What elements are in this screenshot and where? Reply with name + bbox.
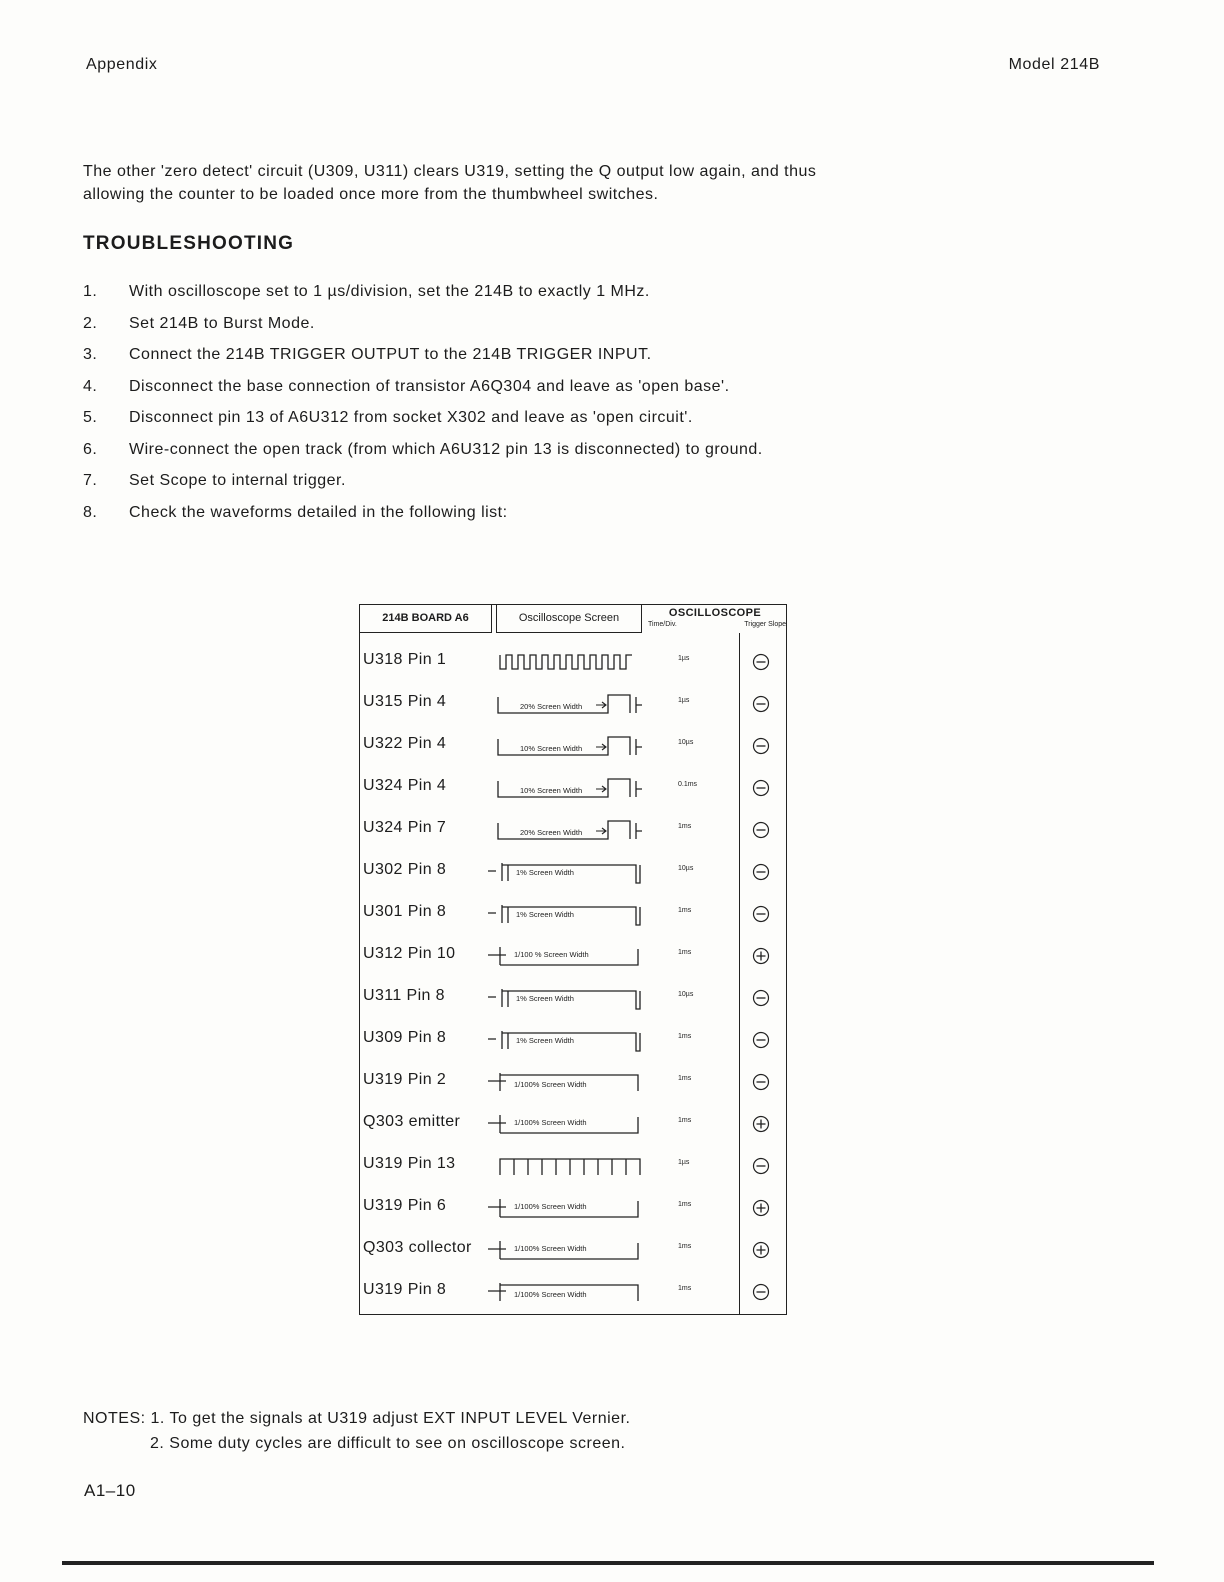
waveform-trace (488, 1065, 658, 1097)
step-number: 8. (83, 503, 98, 521)
column-header-screen-label: Oscilloscope Screen (518, 612, 620, 624)
waveform-trace (488, 729, 658, 761)
signal-name: U324 Pin 7 (363, 819, 447, 836)
trigger-slope (752, 1073, 770, 1091)
waveform-trace (488, 813, 658, 845)
time-per-division: 1ms (678, 823, 692, 830)
waveform-label: 1% Screen Width (516, 868, 574, 877)
signal-name: U319 Pin 2 (363, 1071, 447, 1088)
waveform-label: 1/100% Screen Width (514, 1290, 587, 1299)
trigger-slope (752, 1157, 770, 1175)
step-text: Disconnect pin 13 of A6U312 from socket X302 and leave as 'open circuit'. (129, 409, 693, 426)
positive-slope-icon (752, 947, 770, 965)
trigger-slope (752, 989, 770, 1007)
time-per-division: 1µs (678, 697, 690, 704)
trigger-slope (752, 1199, 770, 1217)
negative-slope-icon (752, 653, 770, 671)
waveform-label: 20% Screen Width (520, 828, 583, 837)
trigger-slope (752, 1241, 770, 1259)
waveform-label: 1/100% Screen Width (514, 1080, 587, 1089)
negative-slope-icon (752, 863, 770, 881)
waveform-label: 10% Screen Width (520, 786, 583, 795)
step-number: 4. (83, 377, 98, 395)
waveform-trace (488, 1233, 658, 1265)
waveform-label: 20% Screen Width (520, 702, 583, 711)
step-number: 5. (83, 409, 98, 426)
waveform-cell (488, 1149, 658, 1181)
negative-slope-icon (752, 1073, 770, 1091)
signal-name: Q303 emitter (363, 1113, 461, 1130)
table-row (360, 725, 788, 767)
waveform-label: 1/100% Screen Width (514, 1118, 587, 1127)
waveform-cell (488, 771, 658, 803)
table-row (360, 851, 788, 893)
waveform-label: 1% Screen Width (516, 1036, 574, 1045)
step-text: Check the waveforms detailed in the following list: (129, 503, 508, 521)
signal-name: U302 Pin 8 (363, 861, 447, 878)
header-right: Model 214B (1008, 56, 1100, 73)
waveform-trace (488, 981, 658, 1013)
negative-slope-icon (752, 779, 770, 797)
table-row (360, 1271, 788, 1313)
signal-name: Q303 collector (363, 1239, 472, 1256)
waveform-cell (488, 687, 658, 719)
signal-name: U309 Pin 8 (363, 1029, 447, 1046)
negative-slope-icon (752, 1283, 770, 1301)
trigger-slope (752, 1115, 770, 1133)
trigger-slope (752, 737, 770, 755)
waveform-trace (488, 897, 658, 929)
page-bottom-rule (62, 1561, 1154, 1565)
waveform-cell (488, 1107, 658, 1139)
positive-slope-icon (752, 1241, 770, 1259)
waveform-trace (488, 1023, 658, 1055)
table-row (360, 935, 788, 977)
waveform-label: 1/100% Screen Width (514, 1202, 587, 1211)
time-per-division: 1µs (678, 1159, 690, 1166)
waveform-label: 1% Screen Width (516, 994, 574, 1003)
time-per-division: 1ms (678, 1285, 692, 1292)
table-row (360, 1229, 788, 1271)
column-header-scope (642, 605, 788, 633)
step-number: 1. (83, 283, 98, 300)
waveform-label: 1% Screen Width (516, 910, 574, 919)
note-2: 2. Some duty cycles are difficult to see on oscilloscope screen. (150, 1435, 626, 1452)
waveform-trace (488, 1107, 658, 1139)
table-row (360, 1103, 788, 1145)
column-header-slope: Trigger Slope (744, 621, 786, 628)
table-row (360, 1187, 788, 1229)
negative-slope-icon (752, 1031, 770, 1049)
trigger-slope (752, 779, 770, 797)
intro-line-1: The other 'zero detect' circuit (U309, U311) clears U319, setting the Q output low again, and thus (83, 163, 817, 180)
table-row (360, 977, 788, 1019)
waveform-trace (488, 687, 658, 719)
step-text: Connect the 214B TRIGGER OUTPUT to the 214B TRIGGER INPUT. (129, 346, 652, 363)
signal-name: U311 Pin 8 (363, 987, 445, 1004)
waveform-cell (488, 1065, 658, 1097)
table-row (360, 1145, 788, 1187)
waveform-cell (488, 855, 658, 887)
negative-slope-icon (752, 737, 770, 755)
step-text: Wire-connect the open track (from which A6U312 pin 13 is disconnected) to ground. (129, 440, 763, 458)
time-per-division: 1ms (678, 907, 692, 914)
positive-slope-icon (752, 1199, 770, 1217)
width-arrow (596, 744, 606, 750)
waveform-cell (488, 1191, 658, 1223)
table-row (360, 683, 788, 725)
waveform-cell (488, 729, 658, 761)
time-per-division: 1ms (678, 1075, 692, 1082)
width-arrow (596, 702, 606, 708)
negative-slope-icon (752, 821, 770, 839)
table-row (360, 1019, 788, 1061)
column-header-time: Time/Div. (648, 621, 677, 628)
slope-mark (757, 952, 766, 961)
time-per-division: 1µs (678, 655, 690, 662)
waveform-trace (488, 939, 658, 971)
page-number: A1–10 (84, 1481, 136, 1500)
signal-name: U319 Pin 13 (363, 1155, 456, 1172)
signal-name: U324 Pin 4 (363, 777, 447, 794)
step-number: 3. (83, 346, 98, 363)
waveform-trace (488, 1149, 658, 1181)
positive-slope-icon (752, 1115, 770, 1133)
waveform-cell (488, 897, 658, 929)
trigger-slope (752, 905, 770, 923)
signal-name: U312 Pin 10 (363, 945, 456, 962)
waveform-trace (488, 1191, 658, 1223)
signal-name: U315 Pin 4 (363, 693, 447, 710)
signal-name: U318 Pin 1 (363, 651, 447, 668)
waveform-path (500, 655, 632, 669)
time-per-division: 0.1ms (678, 781, 698, 788)
table-row (360, 893, 788, 935)
trigger-slope (752, 947, 770, 965)
step-number: 2. (83, 314, 98, 332)
signal-name: U319 Pin 8 (363, 1281, 447, 1298)
waveform-cell (488, 981, 658, 1013)
column-header-scope-title: OSCILLOSCOPE (668, 607, 762, 619)
time-per-division: 1ms (678, 1201, 692, 1208)
step-text: With oscilloscope set to 1 µs/division, set the 214B to exactly 1 MHz. (129, 283, 650, 300)
negative-slope-icon (752, 695, 770, 713)
negative-slope-icon (752, 1157, 770, 1175)
trigger-slope (752, 1283, 770, 1301)
table-row (360, 1061, 788, 1103)
negative-slope-icon (752, 989, 770, 1007)
time-per-division: 1ms (678, 1117, 692, 1124)
table-row (360, 809, 788, 851)
waveform-cell (488, 813, 658, 845)
signal-name: U301 Pin 8 (363, 903, 447, 920)
column-header-board: 214B BOARD A6 (360, 605, 492, 633)
trigger-slope (752, 653, 770, 671)
waveform-label: 1/100% Screen Width (514, 1244, 587, 1253)
time-per-division: 10µs (678, 739, 694, 746)
table-row (360, 641, 788, 683)
slope-mark (757, 1246, 766, 1255)
step-text: Set Scope to internal trigger. (129, 472, 346, 489)
waveform-trace (488, 855, 658, 887)
waveform-cell (488, 645, 658, 677)
trigger-slope (752, 863, 770, 881)
waveform-path (500, 1159, 640, 1175)
slope-mark (757, 1120, 766, 1129)
time-per-division: 10µs (678, 991, 694, 998)
waveform-cell (488, 1023, 658, 1055)
slope-mark (757, 1204, 766, 1213)
waveform-label: 1/100 % Screen Width (514, 950, 589, 959)
trigger-slope (752, 695, 770, 713)
width-arrow (596, 828, 606, 834)
width-arrow (596, 786, 606, 792)
trigger-slope (752, 821, 770, 839)
waveform-label: 10% Screen Width (520, 744, 583, 753)
section-title: TROUBLESHOOTING (83, 233, 295, 254)
negative-slope-icon (752, 905, 770, 923)
waveform-cell (488, 1275, 658, 1307)
waveform-table (359, 604, 787, 1315)
note-1: NOTES: 1. To get the signals at U319 adjust EXT INPUT LEVEL Vernier. (83, 1410, 631, 1427)
header-left: Appendix (86, 56, 158, 73)
step-text: Disconnect the base connection of transistor A6Q304 and leave as 'open base'. (129, 377, 730, 395)
waveform-trace (488, 645, 658, 677)
table-row (360, 767, 788, 809)
signal-name: U322 Pin 4 (363, 735, 447, 752)
step-number: 7. (83, 472, 98, 489)
column-header-screen (496, 605, 642, 633)
intro-line-2: allowing the counter to be loaded once more from the thumbwheel switches. (83, 186, 659, 203)
intro-paragraph (83, 160, 883, 206)
signal-name: U319 Pin 6 (363, 1197, 447, 1214)
waveform-cell (488, 1233, 658, 1265)
time-per-division: 1ms (678, 949, 692, 956)
time-per-division: 1ms (678, 1033, 692, 1040)
waveform-trace (488, 1275, 658, 1307)
trigger-slope (752, 1031, 770, 1049)
time-per-division: 10µs (678, 865, 694, 872)
step-number: 6. (83, 440, 98, 458)
waveform-trace (488, 771, 658, 803)
step-text: Set 214B to Burst Mode. (129, 314, 315, 332)
waveform-cell (488, 939, 658, 971)
time-per-division: 1ms (678, 1243, 692, 1250)
